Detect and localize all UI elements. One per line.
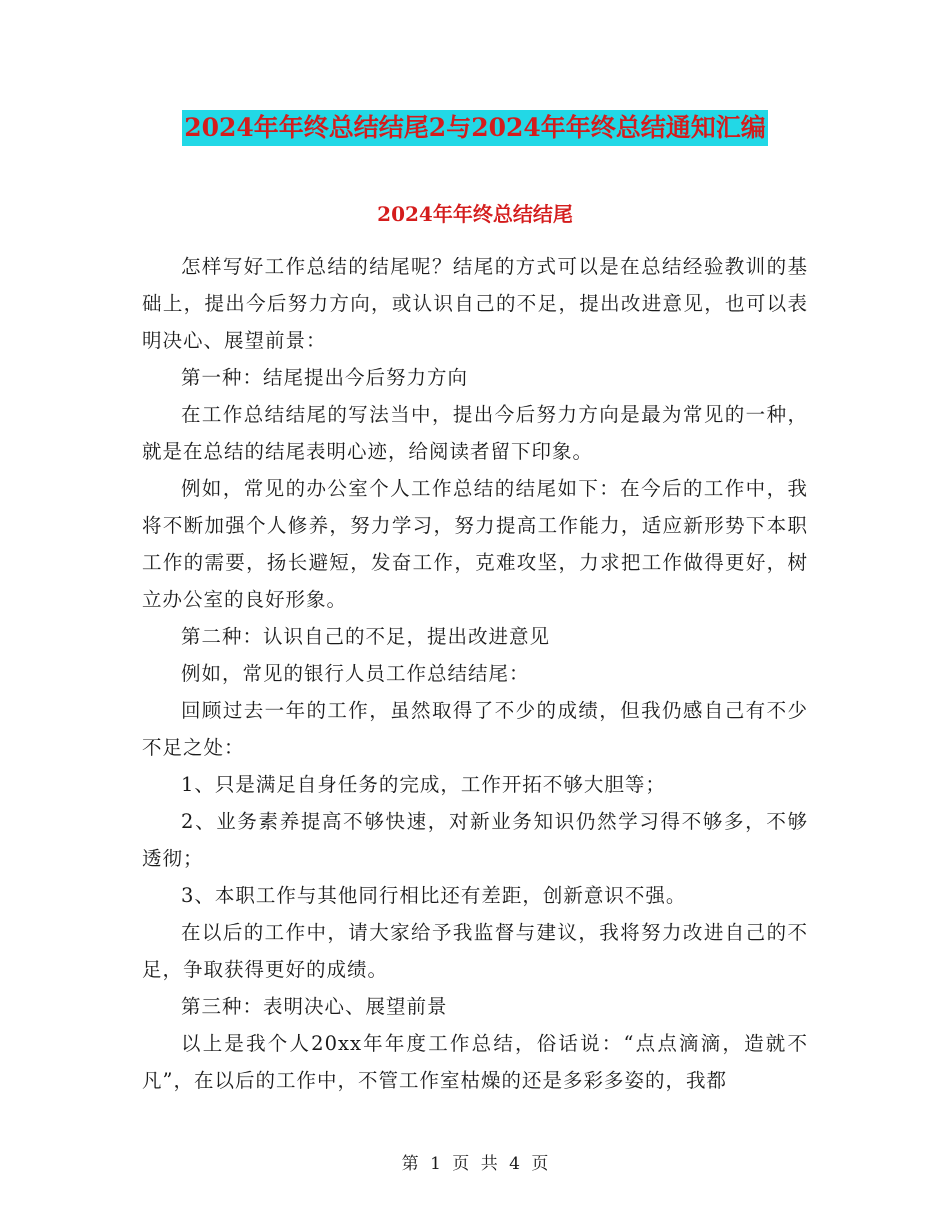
paragraph: 怎样写好工作总结的结尾呢？结尾的方式可以是在总结经验教训的基础上，提出今后努力方向，或认识自己的不足，提出改进意见，也可以表明决心、展望前景： (142, 255, 808, 352)
list-item: 3、本职工作与其他同行相比还有差距，创新意识不强。 (181, 884, 687, 907)
list-item: 2、业务素养提高不够快速，对新业务知识仍然学习得不够多，不够透彻； (142, 810, 808, 870)
document-title: 2024年年终总结结尾2与2024年年终总结通知汇编 (182, 110, 768, 146)
paragraph: 第一种：结尾提出今后努力方向 (181, 366, 469, 389)
paragraph: 例如，常见的办公室个人工作总结的结尾如下：在今后的工作中，我将不断加强个人修养，努力学习，努力提高工作能力，适应新形势下本职工作的需要，扬长避短，发奋工作，克难攻坚，力求把工作做得更好，树立办公室的良好形象。 (142, 477, 808, 611)
paragraph: 第三种：表明决心、展望前景 (181, 995, 448, 1018)
paragraph: 例如，常见的银行人员工作总结结尾： (181, 662, 530, 685)
paragraph: 以上是我个人20xx年年度工作总结，俗话说：“点点滴滴，造就不凡”，在以后的工作中，不管工作室枯燥的还是多彩多姿的，我都 (142, 1032, 808, 1092)
paragraph: 在工作总结结尾的写法当中，提出今后努力方向是最为常见的一种，就是在总结的结尾表明心迹，给阅读者留下印象。 (142, 403, 808, 463)
document-body (142, 248, 808, 1099)
paragraph: 在以后的工作中，请大家给予我监督与建议，我将努力改进自己的不足，争取获得更好的成绩。 (142, 921, 808, 981)
paragraph: 回顾过去一年的工作，虽然取得了不少的成绩，但我仍感自己有不少不足之处： (142, 699, 808, 759)
document-title-container (0, 110, 950, 146)
page-footer: 第 1 页 共 4 页 (401, 1154, 549, 1174)
list-item: 1、只是满足自身任务的完成，工作开拓不够大胆等； (181, 773, 666, 796)
section-title: 2024年年终总结结尾 (377, 202, 573, 226)
paragraph: 第二种：认识自己的不足，提出改进意见 (181, 625, 551, 648)
